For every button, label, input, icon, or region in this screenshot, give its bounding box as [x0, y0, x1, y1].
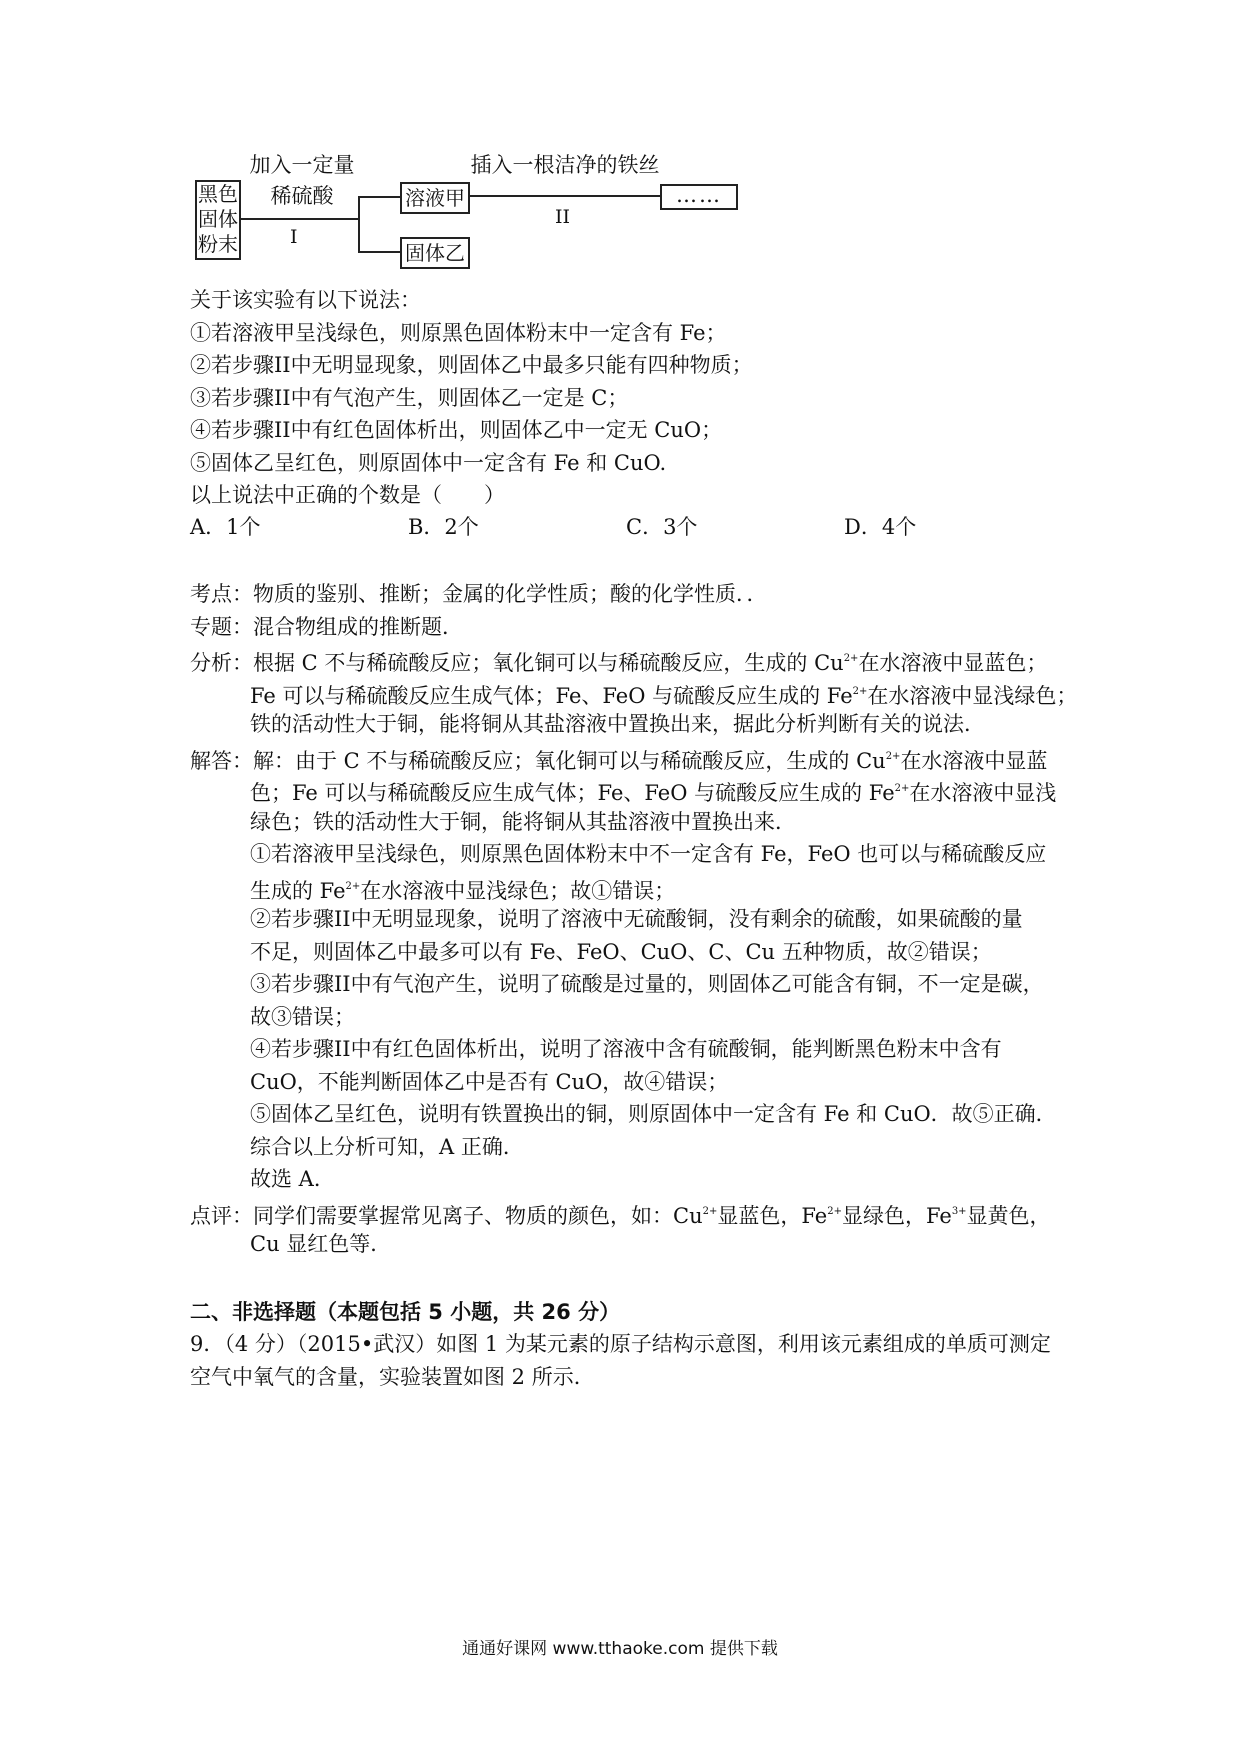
box-start-line-3: 粉末 — [198, 232, 238, 256]
text-span: 在水溶液中显浅绿色；故①错误； — [360, 878, 676, 903]
text-span: 在水溶液中显浅绿色； — [867, 683, 1078, 708]
result-box: …… — [660, 184, 738, 210]
question-ask: 以上说法中正确的个数是（ ） — [190, 483, 505, 507]
box-start-line-1: 黑色 — [198, 182, 238, 206]
dianping-line-2: Cu 显红色等． — [250, 1232, 392, 1256]
answer-line: 故选 A． — [250, 1167, 335, 1191]
page-footer: 通通好课网 www.tthaoke.com 提供下载 — [462, 1639, 778, 1659]
statement-4: ④若步骤II中有红色固体析出，则固体乙中一定无 CuO； — [190, 418, 723, 442]
text-span: 显黄色， — [966, 1203, 1051, 1228]
jieda-line-2 — [190, 773, 1070, 806]
text-span: 显绿色，Fe — [841, 1203, 952, 1228]
question-9-block — [190, 1328, 1070, 1393]
superscript: 3+ — [951, 1205, 967, 1217]
option-a: A．1个 — [190, 515, 261, 539]
solution-box: 溶液甲 — [400, 182, 470, 214]
option-c: C．3个 — [626, 515, 698, 539]
fenxi-line-3: 铁的活动性大于铜，能将铜从其盐溶液中置换出来，据此分析判断有关的说法． — [250, 712, 985, 736]
solution-5-line-1: ⑤固体乙呈红色，说明有铁置换出的铜，则原固体中一定含有 Fe 和 CuO．故⑤正确． — [250, 1102, 1057, 1126]
arrow-line-step2 — [470, 195, 660, 197]
text-span: 在水溶液中显浅 — [909, 781, 1057, 805]
text-span: 点评：同学们需要掌握常见离子、物质的颜色，如：Cu — [190, 1203, 703, 1228]
solid-box: 固体乙 — [400, 237, 470, 269]
solution-1-line-1: ①若溶液甲呈浅绿色，则原黑色固体粉末中不一定含有 Fe，FeO 也可以与稀硫酸反应 — [250, 842, 1047, 866]
analysis-block — [190, 578, 1078, 1261]
superscript: 2+ — [345, 880, 361, 892]
solution-3-line-1: ③若步骤II中有气泡产生，说明了硫酸是过量的，则固体乙可能含有铜，不一定是碳， — [250, 972, 1044, 996]
text-span: 解答：解：由于 C 不与稀硫酸反应；氧化铜可以与稀硫酸反应，生成的 Cu — [190, 748, 886, 773]
branch-vertical-line — [358, 196, 360, 252]
solution-4-line-2: CuO，不能判断固体乙中是否有 CuO，故④错误； — [250, 1069, 729, 1094]
solution-3-line-2: 故③错误； — [250, 1004, 355, 1029]
statement-5: ⑤固体乙呈红色，则原固体中一定含有 Fe 和 CuO. — [190, 450, 667, 475]
dianping-line-1 — [190, 1196, 1070, 1229]
superscript: 2+ — [894, 783, 910, 794]
step1-bottom-label: 稀硫酸 — [270, 184, 334, 208]
step1-top-label: 加入一定量 — [249, 153, 355, 177]
question-9-line-1: 9．（4 分）（2015•武汉）如图 1 为某元素的原子结构示意图，利用该元素组成的单质可测定 — [190, 1332, 1051, 1356]
statement-2: ②若步骤II中无明显现象，则固体乙中最多只能有四种物质； — [190, 353, 753, 377]
solution-2-line-1: ②若步骤II中无明显现象，说明了溶液中无硫酸铜，没有剩余的硫酸，如果硫酸的量 — [250, 907, 1023, 931]
option-d: D．4个 — [844, 515, 917, 539]
kaodian-line: 考点：物质的鉴别、推断；金属的化学性质；酸的化学性质．． — [190, 582, 768, 606]
text-span: 在水溶液中显蓝色； — [858, 651, 1048, 675]
branch-line-top — [358, 196, 400, 198]
summary-line: 综合以上分析可知，A 正确． — [250, 1134, 524, 1159]
question-9-line-2: 空气中氧气的含量，实验装置如图 2 所示． — [190, 1364, 595, 1389]
option-b: B．2个 — [408, 515, 479, 539]
superscript: 2+ — [843, 653, 859, 664]
branch-line-bottom — [358, 251, 400, 253]
experiment-flow-diagram — [190, 150, 750, 275]
text-span: 显蓝色，Fe — [717, 1203, 828, 1228]
text-span: 色；Fe 可以与稀硫酸反应生成气体；Fe、FeO 与硫酸反应生成的 Fe — [250, 781, 895, 805]
superscript: 2+ — [702, 1205, 718, 1217]
fenxi-line-1 — [190, 643, 1070, 676]
superscript: 2+ — [852, 685, 868, 697]
text-span: Fe 可以与稀硫酸反应生成气体；Fe、FeO 与硫酸反应生成的 Fe — [250, 683, 853, 708]
step2-top-label: 插入一根洁净的铁丝 — [470, 153, 660, 177]
arrow-line-step1 — [239, 218, 359, 220]
superscript: 2+ — [827, 1205, 842, 1217]
text-span: 分析：根据 C 不与稀硫酸反应；氧化铜可以与稀硫酸反应，生成的 Cu — [190, 651, 844, 675]
fenxi-line-2 — [190, 676, 1078, 709]
section-heading: 二、非选择题（本题包括 5 小题，共 26 分） — [190, 1300, 621, 1324]
step2-number: II — [555, 206, 571, 228]
solution-4-line-1: ④若步骤II中有红色固体析出，说明了溶液中含有硫酸铜，能判断黑色粉末中含有 — [250, 1037, 1002, 1061]
text-span: 生成的 Fe — [250, 878, 346, 903]
text-span: 在水溶液中显蓝 — [900, 748, 1048, 773]
question-intro: 关于该实验有以下说法： — [190, 288, 421, 312]
statement-3: ③若步骤II中有气泡产生，则固体乙一定是 C； — [190, 385, 629, 410]
jieda-line-3: 绿色；铁的活动性大于铜，能将铜从其盐溶液中置换出来． — [250, 809, 796, 834]
box-start-line-2: 固体 — [198, 207, 238, 231]
zhuanti-line: 专题：混合物组成的推断题． — [190, 614, 463, 639]
solution-2-line-2: 不足，则固体乙中最多可以有 Fe、FeO、CuO、C、Cu 五种物质，故②错误； — [250, 939, 992, 964]
jieda-line-1 — [190, 741, 1070, 774]
question-block — [190, 284, 1070, 512]
step1-number: I — [290, 226, 298, 248]
superscript: 2+ — [885, 750, 901, 762]
statement-1: ①若溶液甲呈浅绿色，则原黑色固体粉末中一定含有 Fe； — [190, 320, 727, 345]
solution-1-line-2 — [190, 871, 1070, 904]
black-powder-box — [195, 180, 241, 260]
